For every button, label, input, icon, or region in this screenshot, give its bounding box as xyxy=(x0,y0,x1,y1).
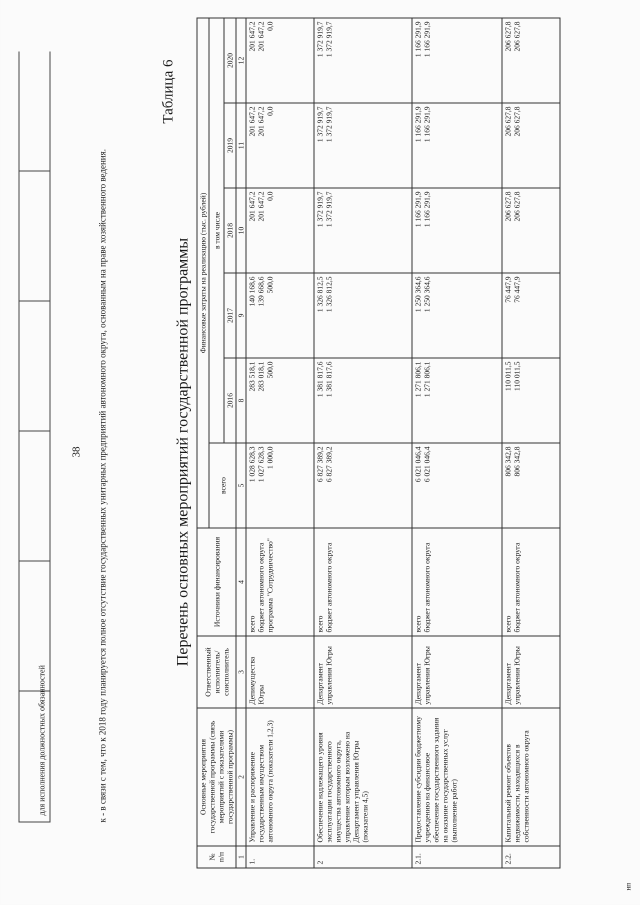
index-cell: 8 xyxy=(236,358,246,443)
value-cell: 1 372 919,7 1 372 919,7 xyxy=(314,188,412,273)
value-cell: 206 627,8 206 627,8 xyxy=(502,18,560,103)
table-row xyxy=(502,18,560,868)
table-row xyxy=(412,18,502,868)
fragment-text: для исполнения должностных обязанностей xyxy=(37,665,47,816)
previous-table-fragment xyxy=(19,52,51,823)
executor: Департамент управления Югры xyxy=(412,636,502,708)
source-line: бюджет автономного округа xyxy=(256,542,266,633)
column-index-row xyxy=(236,18,246,868)
col-year: 2016 xyxy=(224,358,236,443)
col-measure: Основные мероприятия государственной программы (связь мероприятий с показателями государственной программы) xyxy=(197,708,236,846)
col-finance-group: Финансовые затраты на реализацию (тыс. рублей) xyxy=(197,18,209,528)
source-line: всего xyxy=(503,615,513,633)
value-cell: 201 647,2 201 647,2 0,0 xyxy=(246,18,314,103)
source-line: всего xyxy=(247,615,257,633)
col-total: всего xyxy=(209,443,236,528)
value-cell: 1 166 291,9 1 166 291,9 xyxy=(412,18,502,103)
index-cell: 2 xyxy=(236,708,246,846)
executor: Департамент управления Югры xyxy=(502,636,560,708)
value-cell: 1 271 806,1 1 271 806,1 xyxy=(412,358,502,443)
row-number: 2 xyxy=(314,846,412,868)
source-line: всего xyxy=(315,615,325,633)
index-cell: 1 xyxy=(236,846,246,868)
value-cell: 283 518,1 283 018,1 500,0 xyxy=(246,358,314,443)
source-line: программа "Сотрудничество" xyxy=(265,538,275,633)
index-cell: 12 xyxy=(236,18,246,103)
value-cell: 1 326 812,5 1 326 812,5 xyxy=(314,273,412,358)
col-including: в том числе xyxy=(209,18,224,443)
source-line: всего xyxy=(413,615,423,633)
page-stamp: нп xyxy=(624,883,633,891)
rotated-document xyxy=(1,0,640,905)
funding-sources xyxy=(412,528,502,636)
value-cell: 76 447,9 76 447,9 xyxy=(502,273,560,358)
value-cell: 110 011,5 110 011,5 xyxy=(502,358,560,443)
value-cell: 1 381 817,6 1 381 817,6 xyxy=(314,358,412,443)
measure-name: Обеспечение надлежащего уровня эксплуатации государственного имущества автономного округа, управление которым возложено на Департамент управления Югры (показатели 4,5) xyxy=(314,708,412,846)
value-cell: 1 028 628,3 1 027 628,3 1 000,0 xyxy=(246,443,314,528)
col-num: № п/п xyxy=(197,846,236,868)
index-cell: 3 xyxy=(236,636,246,708)
table-label: Таблица 6 xyxy=(160,59,177,124)
value-cell: 201 647,2 201 647,2 0,0 xyxy=(246,103,314,188)
value-cell: 201 647,2 201 647,2 0,0 xyxy=(246,188,314,273)
index-cell: 11 xyxy=(236,103,246,188)
measures-table xyxy=(197,17,561,868)
value-cell: 1 372 919,7 1 372 919,7 xyxy=(314,103,412,188)
col-year: 2018 xyxy=(224,188,236,273)
index-cell: 10 xyxy=(236,188,246,273)
value-cell: 1 166 291,9 1 166 291,9 xyxy=(412,103,502,188)
value-cell: 6 021 046,4 6 021 046,4 xyxy=(412,443,502,528)
col-year: 2017 xyxy=(224,273,236,358)
col-year: 2020 xyxy=(224,18,236,103)
source-line: бюджет автономного округа xyxy=(512,542,522,633)
funding-sources xyxy=(246,528,314,636)
value-cell: 1 372 919,7 1 372 919,7 xyxy=(314,18,412,103)
funding-sources xyxy=(502,528,560,636)
source-line: бюджет автономного округа xyxy=(324,542,334,633)
measure-name: Управление и распоряжение государственным имуществом автономного округа (показатели 1,2,3) xyxy=(246,708,314,846)
table-row xyxy=(246,18,314,868)
executor: Департамент управления Югры xyxy=(314,636,412,708)
index-cell: 9 xyxy=(236,273,246,358)
row-number: 2.2. xyxy=(502,846,560,868)
row-number: 1. xyxy=(246,846,314,868)
measure-name: Капитальный ремонт объектов недвижимости, находящихся в собственности автономного округа xyxy=(502,708,560,846)
value-cell: 1 166 291,9 1 166 291,9 xyxy=(412,188,502,273)
measure-name: Предоставление субсидии бюджетному учреждению на финансовое обеспечение государственного задания на оказание государственных услуг (выполнение работ) xyxy=(412,708,502,846)
index-cell: 4 xyxy=(236,528,246,636)
page-number: 38 xyxy=(70,446,83,458)
col-executor: Ответственный исполнитель/ соисполнитель xyxy=(197,636,236,708)
index-cell: 5 xyxy=(236,443,246,528)
value-cell: 206 627,8 206 627,8 xyxy=(502,103,560,188)
value-cell: 206 627,8 206 627,8 xyxy=(502,188,560,273)
row-number: 2.1. xyxy=(412,846,502,868)
value-cell: 806 342,8 806 342,8 xyxy=(502,443,560,528)
value-cell: 6 827 389,2 6 827 389,2 xyxy=(314,443,412,528)
table-row xyxy=(314,18,412,868)
value-cell: 1 250 364,6 1 250 364,6 xyxy=(412,273,502,358)
value-cell: 140 168,6 139 668,6 500,0 xyxy=(246,273,314,358)
col-year: 2019 xyxy=(224,103,236,188)
source-line: бюджет автономного округа xyxy=(422,542,432,633)
footnote: к - в связи с тем, что к 2018 году планируется полное отсутствие государственных унитарных предприятий автономного округа, основанным на праве хозяйственного ведения. xyxy=(97,148,108,823)
funding-sources xyxy=(314,528,412,636)
table-heading: Перечень основных мероприятий государственной программы xyxy=(174,237,192,667)
executor: Депимущества Югры xyxy=(246,636,314,708)
col-source: Источники финансирования xyxy=(197,528,236,636)
